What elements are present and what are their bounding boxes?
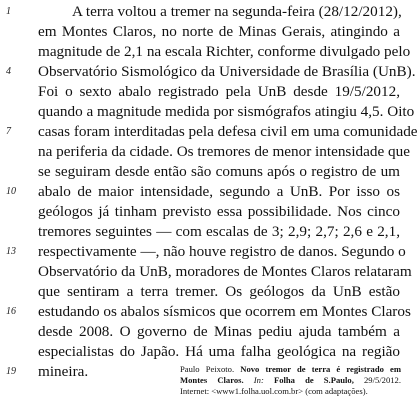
text-line: Foi o sexto abalo registrado pela UnB desde 19/5/2012, <box>38 83 400 100</box>
citation-in-label: In: <box>253 375 264 385</box>
text-line: desde 2008. O governo de Minas pediu ajuda também a <box>38 323 400 340</box>
text-line: que sentiram a terra tremer. Os geólogos da UnB estão <box>38 283 400 300</box>
text-line: Observatório Sismológico da Universidade de Brasília (UnB). <box>38 63 416 80</box>
citation-internet: Internet: <www1.folha.uol.com.br> (com adaptações). <box>180 386 368 396</box>
text-line: na periferia da cidade. Os tremores de menor intensidade que <box>38 143 410 160</box>
citation-title-part-1: Novo tremor de terra é registrado em <box>240 364 401 374</box>
source-citation <box>180 364 401 397</box>
text-line: geólogos já tinham previsto essa possibilidade. Nos cinco <box>38 203 400 220</box>
text-line: especialistas do Japão. Há uma falha geológica na região <box>38 343 400 360</box>
citation-source: Folha de S.Paulo, <box>273 375 354 385</box>
citation-row-1 <box>180 364 401 375</box>
citation-row-2 <box>180 375 401 386</box>
citation-date: 29/5/2012. <box>364 375 402 385</box>
text-line: A terra voltou a tremer na segunda-feira (28/12/2012), <box>72 3 402 20</box>
line-number: 4 <box>6 66 11 77</box>
citation-author: Paulo Peixoto. <box>180 364 235 374</box>
line-number: 16 <box>6 306 16 317</box>
line-number: 10 <box>6 186 16 197</box>
text-line: abalo de maior intensidade, segundo a UnB. Por isso os <box>38 183 400 200</box>
text-line: casas foram interditadas pela defesa civil em uma comunidade <box>38 123 418 140</box>
citation-title-part-2: Montes Claros. <box>180 375 244 385</box>
line-number: 1 <box>6 6 11 17</box>
text-line: mineira. <box>38 363 89 380</box>
line-number: 19 <box>6 366 16 377</box>
text-line: magnitude de 2,1 na escala Richter, conforme divulgado pelo <box>38 43 411 60</box>
line-number: 13 <box>6 246 16 257</box>
text-line: tremores seguintes — com escalas de 3; 2,9; 2,7; 2,6 e 2,1, <box>38 223 400 240</box>
line-number: 7 <box>6 126 11 137</box>
text-line: quando a magnitude medida por sismógrafos atingiu 4,5. Oito <box>38 103 415 120</box>
text-line: em Montes Claros, no norte de Minas Gerais, atingindo a <box>38 23 400 40</box>
text-line: Observatório da UnB, moradores de Montes Claros relataram <box>38 263 412 280</box>
text-line: respectivamente —, não houve registro de danos. Segundo o <box>38 243 406 260</box>
text-line: se seguiram desde então são comuns após o registro de um <box>38 163 400 180</box>
text-line: estudando os abalos sísmicos que ocorrem em Montes Claros <box>38 303 411 320</box>
